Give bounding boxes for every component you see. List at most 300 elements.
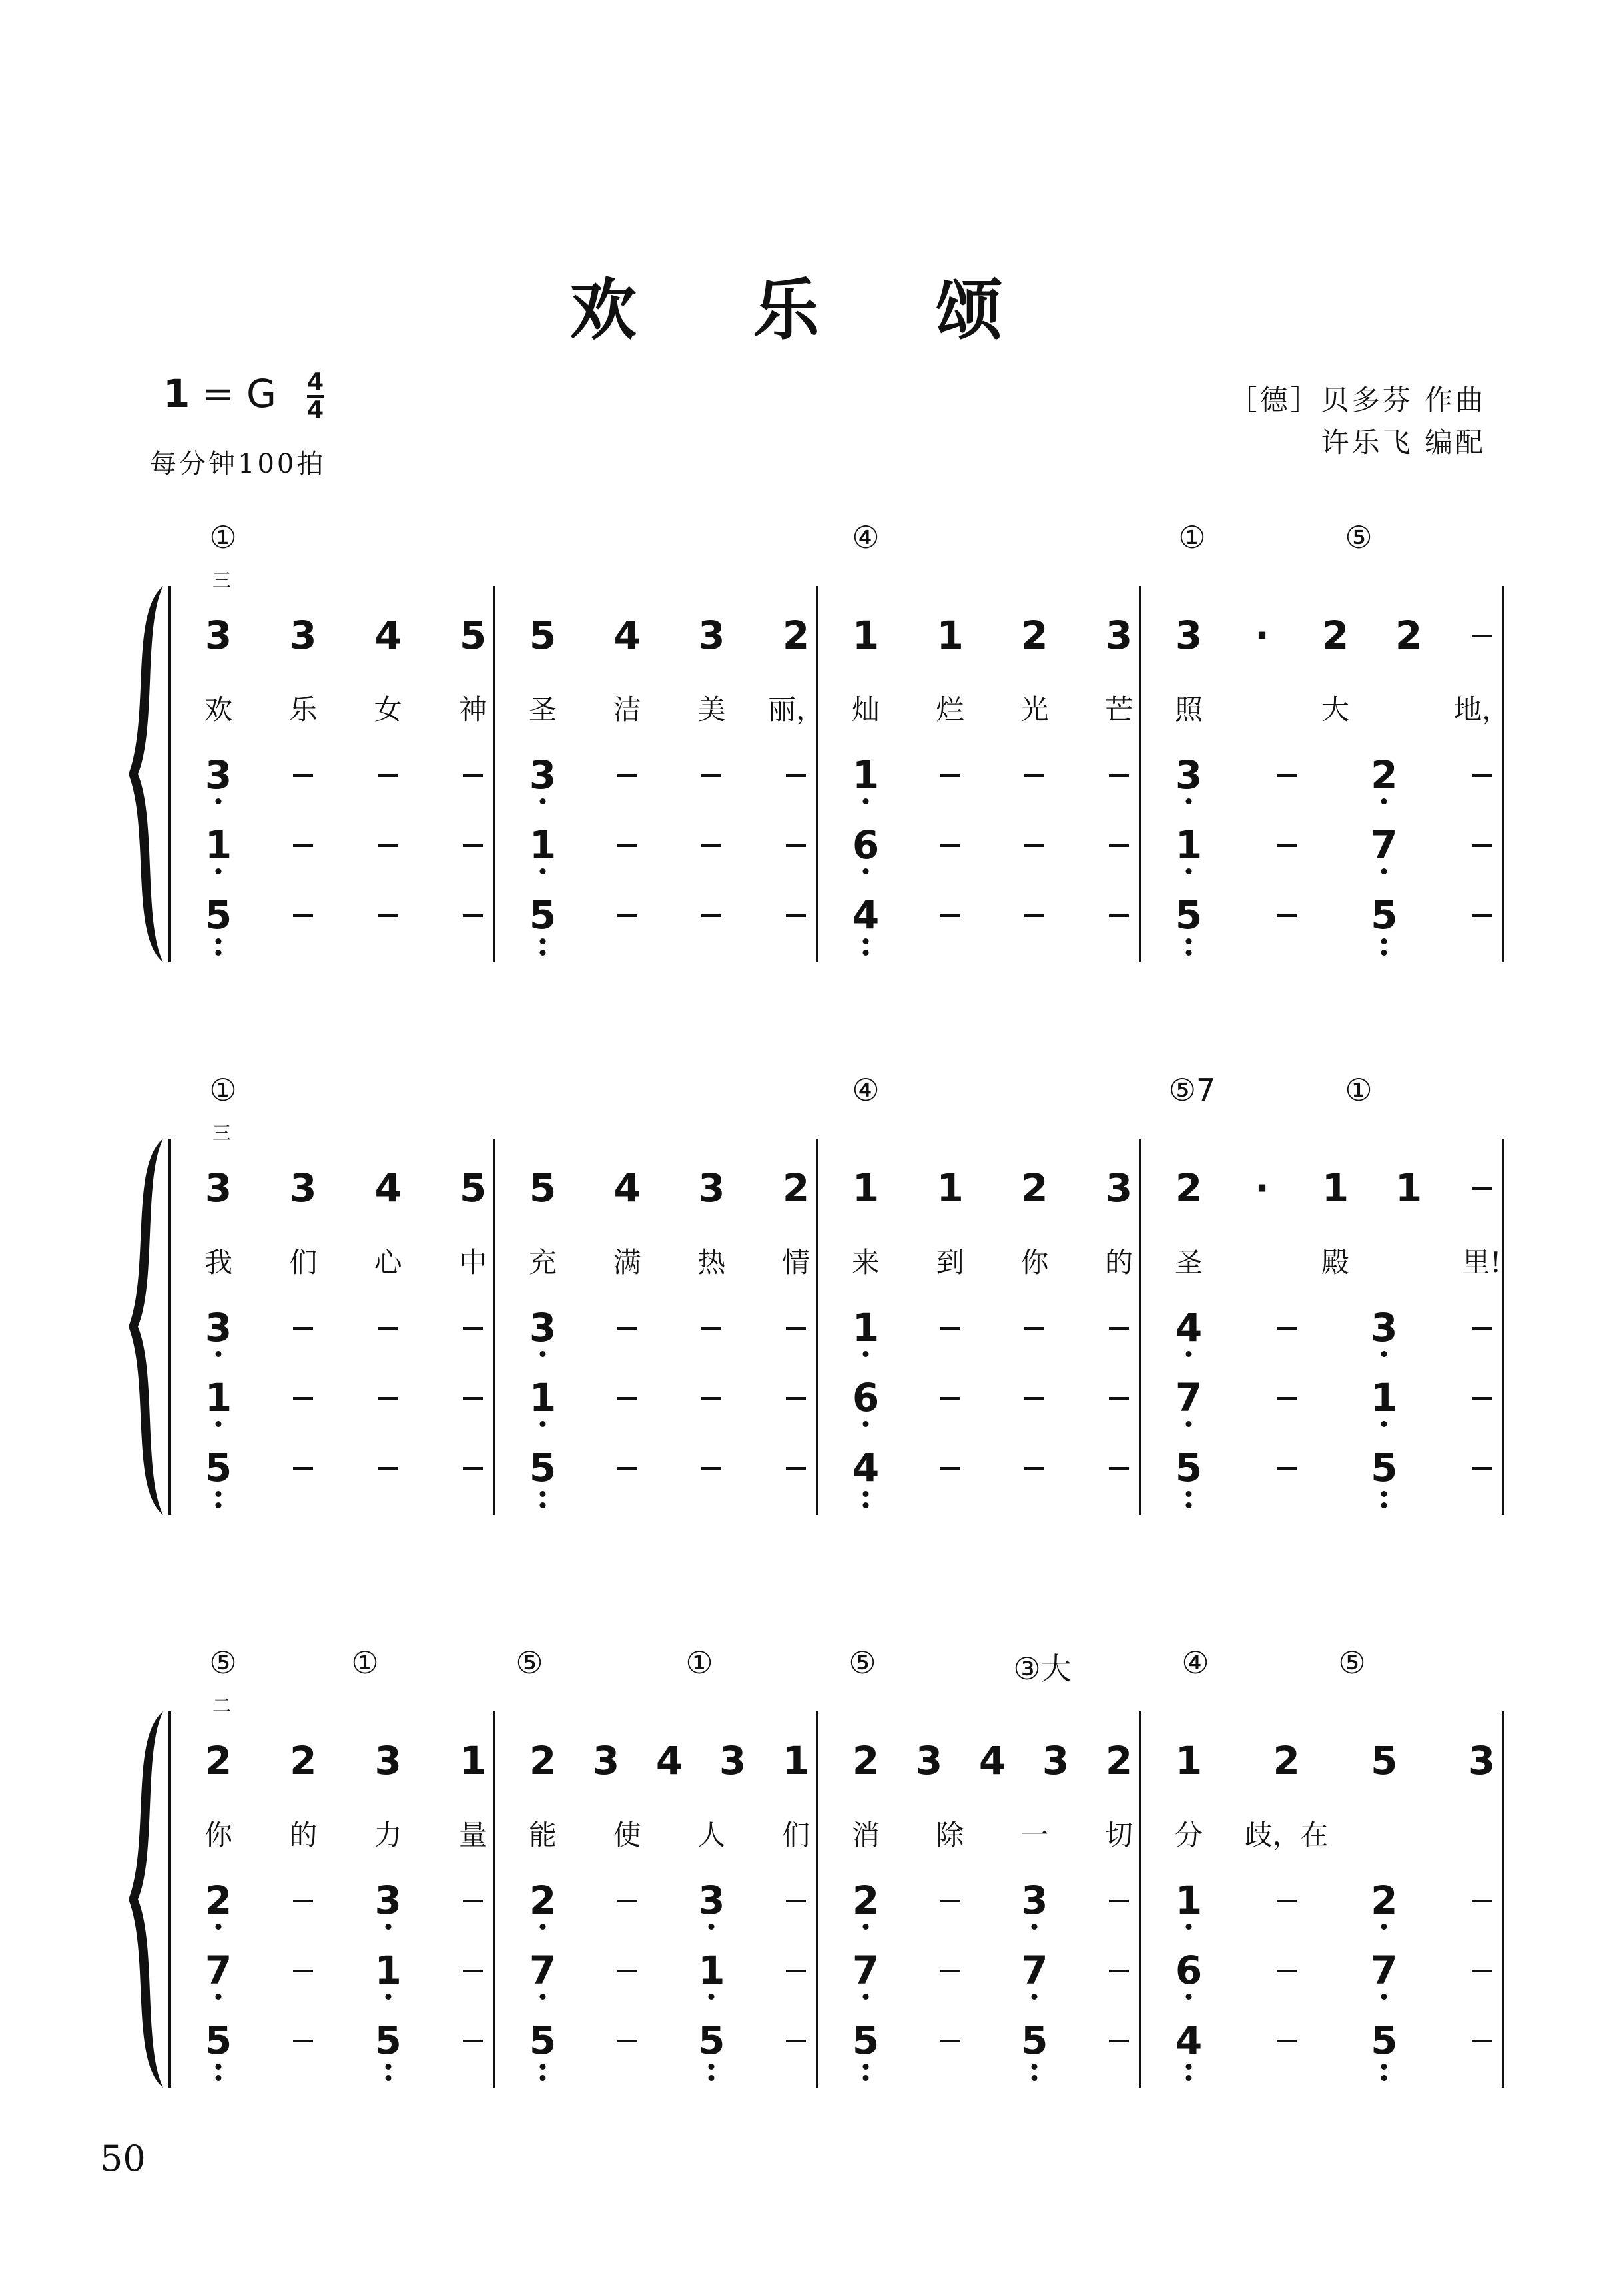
melody-note: 3 [915,1738,943,1783]
chord-note: 1 [204,822,232,868]
melody-note: 3 [719,1738,747,1783]
chord-note: 1 [529,822,557,868]
fingering-mark: 三 [212,569,232,591]
melody-note: 3 [698,613,725,658]
sustain-dash [940,2040,960,2042]
octave-dot [1186,798,1192,804]
sustain-dash [1024,1467,1044,1470]
sustain-dash [701,1327,721,1330]
chord-note: 3 [1021,1878,1048,1923]
octave-dot [540,1351,546,1357]
octave-dot [540,950,546,956]
chord-note: 1 [1175,1878,1203,1923]
octave-dot [863,2075,869,2081]
sustain-dash [463,2040,483,2042]
chord-note: 3 [1175,752,1203,798]
octave-dot [1186,1351,1192,1357]
arranger-credit: 许乐飞 编配 [1321,426,1486,459]
key-note: G [246,371,276,417]
lyric-syllable: 中 [458,1246,487,1279]
melody-note: 5 [529,613,557,658]
lyric-syllable: 使 [613,1819,641,1851]
sustain-dash [786,1327,806,1330]
octave-dot [540,2075,546,2081]
chord-note: 3 [1371,1305,1398,1350]
barline [493,1711,495,2088]
key-equals: = [202,371,234,417]
melody-note: 1 [1175,1738,1203,1783]
chord-note: 2 [852,1878,880,1923]
sustain-dash [1109,1970,1129,1972]
chord-marker: ④ [852,519,880,555]
lyric-syllable: 光 [1020,693,1049,726]
chord-marker: ④ [852,1072,880,1108]
melody-note: 2 [1321,613,1349,658]
melody-note: 2 [1273,1738,1300,1783]
octave-dot [216,1491,222,1497]
sustain-dash [701,1397,721,1400]
chord-note: 5 [374,2018,402,2063]
chord-note: 1 [852,752,880,798]
octave-dot [863,868,869,874]
octave-dot [863,2064,869,2070]
chord-marker: ① [1178,519,1206,555]
sustain-dash [1472,635,1492,637]
lyric-syllable: 热 [697,1246,726,1279]
melody-note: 3 [698,1165,725,1211]
chord-note: 7 [1371,1948,1398,1993]
barline [493,1139,495,1515]
melody-note: 3 [1105,613,1133,658]
sustain-dash [1277,844,1297,847]
octave-dot [1186,1502,1192,1508]
lyric-syllable: 的 [1104,1246,1133,1279]
barline [816,586,818,962]
chord-note: 3 [529,752,557,798]
chord-note: 2 [529,1878,557,1923]
chord-note: 5 [852,2018,880,2063]
octave-dot [709,2064,715,2070]
melody-note: 4 [978,1738,1006,1783]
melody-note: 3 [1175,613,1203,658]
sustain-dash [293,2040,313,2042]
sustain-dash [1472,1970,1492,1972]
sustain-dash [786,1970,806,1972]
melody-note: 2 [204,1738,232,1783]
chord-note: 5 [1371,892,1398,938]
melody-note: 4 [374,613,402,658]
lyric-syllable: 欢 [204,693,233,726]
lyric-syllable: 切 [1104,1819,1133,1851]
sustain-dash [1472,1467,1492,1470]
time-numerator: 4 [307,368,324,396]
octave-dot [1186,1491,1192,1497]
octave-dot [1032,1924,1038,1930]
melody-note: 4 [655,1738,683,1783]
sustain-dash [701,774,721,777]
lyric-syllable: 女 [374,693,402,726]
time-denominator: 4 [307,396,324,424]
lyric-syllable: 烂 [936,693,964,726]
dotted-rhythm: · [1254,613,1270,658]
sustain-dash [701,914,721,917]
chord-note: 3 [698,1878,725,1923]
sustain-dash [1277,1327,1297,1330]
chord-marker: ① [209,1072,237,1108]
octave-dot [863,938,869,944]
chord-note: 6 [852,1375,880,1420]
barline [1139,586,1141,962]
sustain-dash [786,2040,806,2042]
chord-note: 1 [529,1375,557,1420]
sustain-dash [1472,1187,1492,1190]
key-tonic: 1 [163,371,190,417]
sustain-dash [1277,774,1297,777]
chord-note: 2 [204,1878,232,1923]
sustain-dash [940,1397,960,1400]
melody-note: 2 [290,1738,317,1783]
melody-note: 1 [1395,1165,1423,1211]
chord-marker: ⑤ [515,1645,543,1681]
system-brace [123,1711,170,2088]
lyric-syllable: 心 [374,1246,402,1279]
sustain-dash [1277,2040,1297,2042]
lyric-syllable: 你 [204,1819,233,1851]
lyric-syllable: 力 [374,1819,402,1851]
sustain-dash [1277,1900,1297,1902]
sustain-dash [293,1970,313,1972]
octave-dot [709,1994,715,2000]
lyric-syllable: 照 [1174,693,1203,726]
sustain-dash [1277,1467,1297,1470]
sustain-dash [940,1900,960,1902]
sustain-dash [617,844,637,847]
chord-note: 7 [529,1948,557,1993]
chord-note: 3 [529,1305,557,1350]
composer-credit: ［德］贝多芬 作曲 [1229,384,1486,416]
sustain-dash [293,1327,313,1330]
system-brace [123,1139,170,1515]
octave-dot [216,798,222,804]
melody-note: 2 [1395,613,1423,658]
lyric-syllable: 情 [781,1246,810,1279]
octave-dot [1186,1924,1192,1930]
chord-marker: ① [1345,1072,1373,1108]
melody-note: 2 [1021,1165,1048,1211]
octave-dot [385,1924,391,1930]
sustain-dash [617,914,637,917]
sustain-dash [617,1970,637,1972]
chord-marker: ⑤ [209,1645,237,1681]
lyric-syllable: 美 [697,693,726,726]
octave-dot [385,1994,391,2000]
sustain-dash [378,844,398,847]
melody-note: 5 [1371,1738,1398,1783]
sustain-dash [463,1970,483,1972]
sustain-dash [1109,1900,1129,1902]
barline [1139,1711,1141,2088]
barline [1502,1711,1504,2088]
lyric-syllable: 们 [781,1819,810,1851]
barline [493,586,495,962]
sustain-dash [786,1397,806,1400]
sustain-dash [1109,2040,1129,2042]
sustain-dash [1024,914,1044,917]
octave-dot [540,1924,546,1930]
fingering-mark: 二 [212,1695,232,1717]
sustain-dash [617,1467,637,1470]
chord-note: 4 [1175,2018,1203,2063]
chord-note: 7 [1371,822,1398,868]
chord-note: 5 [529,892,557,938]
octave-dot [863,798,869,804]
sustain-dash [701,1467,721,1470]
lyric-syllable: 大 [1321,693,1350,726]
octave-dot [1381,950,1387,956]
chord-note: 5 [204,1445,232,1490]
sustain-dash [940,914,960,917]
staff-start-line [168,586,171,962]
chord-note: 4 [852,892,880,938]
sustain-dash [940,1467,960,1470]
chord-marker: ⑤ [1345,519,1373,555]
sustain-dash [1024,1397,1044,1400]
sustain-dash [1277,1397,1297,1400]
barline [816,1711,818,2088]
staff-start-line [168,1711,171,2088]
octave-dot [863,1924,869,1930]
octave-dot [863,1994,869,2000]
chord-note: 5 [204,892,232,938]
octave-dot [1381,1994,1387,2000]
sustain-dash [1472,2040,1492,2042]
melody-note: 2 [1021,613,1048,658]
octave-dot [540,1421,546,1427]
octave-dot [1186,868,1192,874]
chord-note: 3 [204,1305,232,1350]
octave-dot [1381,2064,1387,2070]
melody-note: 4 [613,613,641,658]
octave-dot [863,1491,869,1497]
lyric-syllable: 们 [289,1246,318,1279]
page-title: 欢 乐 颂 [569,270,1050,349]
octave-dot [540,1491,546,1497]
octave-dot [1381,1502,1387,1508]
sustain-dash [786,774,806,777]
chord-marker: ⑤7 [1168,1072,1216,1108]
chord-note: 5 [1371,2018,1398,2063]
chord-marker: ① [685,1645,713,1681]
octave-dot [863,1502,869,1508]
sustain-dash [1024,1327,1044,1330]
octave-dot [216,2075,222,2081]
octave-dot [216,1351,222,1357]
chord-marker: ① [351,1645,379,1681]
sustain-dash [463,774,483,777]
lyric-syllable: 芒 [1104,693,1133,726]
melody-note: 1 [852,613,880,658]
octave-dot [216,1421,222,1427]
sustain-dash [940,774,960,777]
barline [816,1139,818,1515]
melody-note: 3 [1105,1165,1133,1211]
melody-note: 3 [204,613,232,658]
octave-dot [385,2075,391,2081]
chord-marker: ④ [1181,1645,1209,1681]
octave-dot [709,1924,715,1930]
lyric-syllable: 除 [936,1819,964,1851]
chord-note: 4 [1175,1305,1203,1350]
octave-dot [1186,1421,1192,1427]
chord-note: 6 [1175,1948,1203,1993]
melody-note: 4 [613,1165,641,1211]
octave-dot [540,798,546,804]
sustain-dash [378,1467,398,1470]
sustain-dash [1472,1327,1492,1330]
lyric-syllable: 的 [289,1819,318,1851]
lyric-syllable: 我 [204,1246,233,1279]
chord-note: 5 [698,2018,725,2063]
lyric-syllable: 乐 [289,693,318,726]
sustain-dash [786,1467,806,1470]
octave-dot [216,950,222,956]
chord-note: 6 [852,822,880,868]
lyric-syllable: 消 [851,1819,880,1851]
time-signature [307,370,324,423]
octave-dot [385,2064,391,2070]
lyric-syllable: 到 [936,1246,964,1279]
chord-note: 1 [204,1375,232,1420]
dotted-rhythm: · [1254,1165,1270,1211]
melody-note: 2 [782,1165,810,1211]
octave-dot [540,1994,546,2000]
melody-note: 2 [1175,1165,1203,1211]
chord-note: 5 [529,1445,557,1490]
sustain-dash [1472,1397,1492,1400]
sustain-dash [293,774,313,777]
octave-dot [216,1994,222,2000]
fingering-mark: 三 [212,1122,232,1144]
chord-note: 5 [1021,2018,1048,2063]
sustain-dash [378,774,398,777]
melody-note: 3 [1042,1738,1070,1783]
sustain-dash [1277,1970,1297,1972]
octave-dot [1381,798,1387,804]
lyric-syllable: 殿 [1321,1246,1350,1279]
sustain-dash [293,1900,313,1902]
sustain-dash [701,844,721,847]
melody-note: 1 [459,1738,487,1783]
octave-dot [540,938,546,944]
sustain-dash [1109,1327,1129,1330]
sustain-dash [293,844,313,847]
sustain-dash [1277,914,1297,917]
barline [1502,1139,1504,1515]
melody-note: 3 [204,1165,232,1211]
octave-dot [540,868,546,874]
sustain-dash [463,1327,483,1330]
tempo-marking: 每分钟100拍 [150,449,326,479]
lyric-syllable: 一 [1020,1819,1049,1851]
chord-note: 5 [1175,892,1203,938]
chord-note: 3 [374,1878,402,1923]
sustain-dash [378,1327,398,1330]
lyric-syllable: 神 [458,693,487,726]
melody-note: 2 [1105,1738,1133,1783]
sustain-dash [1472,914,1492,917]
melody-note: 1 [782,1738,810,1783]
octave-dot [1032,2075,1038,2081]
chord-note: 1 [852,1305,880,1350]
lyric-syllable: 里! [1462,1246,1502,1279]
sustain-dash [463,914,483,917]
octave-dot [1381,1421,1387,1427]
chord-note: 7 [1175,1375,1203,1420]
sustain-dash [293,914,313,917]
staff-start-line [168,1139,171,1515]
sustain-dash [1472,1900,1492,1902]
chord-note: 5 [1175,1445,1203,1490]
octave-dot [1381,938,1387,944]
lyric-syllable: 量 [458,1819,487,1851]
octave-dot [1381,868,1387,874]
chord-note: 5 [529,2018,557,2063]
octave-dot [1186,938,1192,944]
melody-note: 3 [290,613,317,658]
lyric-syllable: 你 [1020,1246,1049,1279]
octave-dot [1186,2075,1192,2081]
lyric-syllable: 满 [613,1246,641,1279]
sustain-dash [463,844,483,847]
system-brace [123,586,170,962]
sustain-dash [1109,914,1129,917]
chord-note: 1 [698,1948,725,1993]
sustain-dash [1024,774,1044,777]
sustain-dash [786,844,806,847]
sustain-dash [617,1900,637,1902]
melody-note: 5 [459,613,487,658]
octave-dot [216,938,222,944]
octave-dot [540,1502,546,1508]
lyric-syllable: 来 [851,1246,880,1279]
melody-note: 3 [592,1738,620,1783]
melody-note: 1 [936,1165,964,1211]
sustain-dash [463,1467,483,1470]
octave-dot [1186,2064,1192,2070]
chord-note: 7 [204,1948,232,1993]
chord-note: 3 [204,752,232,798]
sustain-dash [378,1397,398,1400]
octave-dot [1381,2075,1387,2081]
chord-note: 4 [852,1445,880,1490]
octave-dot [1032,2064,1038,2070]
chord-note: 7 [852,1948,880,1993]
octave-dot [1032,1994,1038,2000]
octave-dot [216,868,222,874]
sustain-dash [1024,844,1044,847]
octave-dot [216,2064,222,2070]
lyric-syllable: 灿 [851,693,880,726]
sustain-dash [1472,844,1492,847]
lyric-syllable: 人 [697,1819,726,1851]
octave-dot [709,2075,715,2081]
barline [1502,586,1504,962]
sustain-dash [786,1900,806,1902]
chord-marker: ① [209,519,237,555]
octave-dot [216,1924,222,1930]
octave-dot [863,1351,869,1357]
octave-dot [863,950,869,956]
